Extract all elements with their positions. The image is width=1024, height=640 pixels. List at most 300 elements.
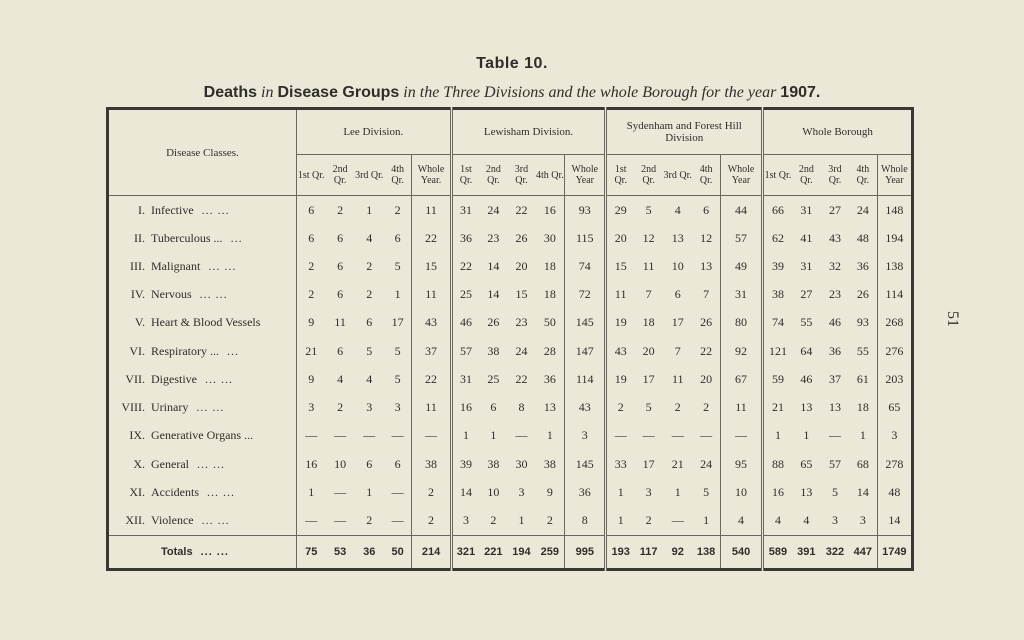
lee-q3-cell: 2	[366, 287, 373, 302]
sydenham-q4-cell: 5	[703, 484, 710, 499]
sydenham-q2-cell: 20	[642, 343, 655, 358]
lee-q4-cell: —	[391, 484, 404, 499]
borough-q3-cell: 23	[828, 287, 841, 302]
lewisham-whole-year-cell: 43	[565, 394, 606, 422]
lewisham-whole-year-cell: 36	[565, 478, 606, 506]
lewisham-q3-cell: 8	[518, 400, 525, 415]
sydenham-whole-year-cell: 540	[720, 535, 762, 569]
disease-class-cell	[108, 422, 297, 450]
lewisham-q1-cell: 16	[451, 394, 479, 422]
borough-q2-cell: 391	[792, 535, 821, 569]
sydenham-q2-cell: 11	[642, 259, 655, 274]
lee-q1-cell: 3	[296, 394, 325, 422]
borough-q1-cell: 121	[763, 337, 792, 365]
lewisham-q2-cell: 38	[487, 456, 500, 471]
disease-class-cell	[108, 281, 297, 309]
lewisham-q2-cell: 25	[487, 371, 500, 386]
lewisham-q2-cell: 2	[490, 513, 497, 528]
sydenham-q1-cell: 20	[606, 224, 634, 252]
borough-q3-cell: 37	[828, 371, 841, 386]
borough-q4-cell: 36	[856, 259, 869, 274]
sydenham-q2-cell: —	[642, 428, 655, 443]
disease-class-name: Malignant	[151, 259, 201, 274]
sydenham-q3-cell: 13	[671, 230, 684, 245]
lee-whole-year-cell: 38	[412, 450, 451, 478]
lewisham-q4-cell: 36	[543, 371, 556, 386]
lee-q3-cell: 36	[355, 535, 384, 569]
sydenham-q2-cell: 17	[642, 456, 655, 471]
lee-whole-year-cell: 43	[412, 309, 451, 337]
sydenham-q3-cell: 21	[671, 456, 684, 471]
sydenham-q2-cell: 17	[642, 371, 655, 386]
lewisham-q3-cell: —	[515, 428, 528, 443]
lewisham-q3-cell: 22	[515, 202, 528, 217]
borough-whole-year-header: Whole Year	[877, 155, 912, 196]
lee-whole-year-cell: —	[412, 422, 451, 450]
sydenham-q1-cell: 19	[606, 365, 634, 393]
sydenham-q2-cell: 3	[645, 484, 652, 499]
borough-quarter-3-header: 3rd Qr.	[821, 155, 849, 196]
disease-class-cell	[108, 478, 297, 506]
lee-quarter-2-header: 2nd Qr.	[326, 155, 355, 196]
lee-q3-cell: 1	[366, 484, 373, 499]
lewisham-q3-cell: 24	[515, 343, 528, 358]
sydenham-q3-cell: 6	[674, 287, 681, 302]
borough-q1-cell: 4	[763, 506, 792, 535]
lewisham-quarter-4-header: 4th Qr.	[536, 155, 565, 196]
lewisham-q3-cell: 22	[515, 371, 528, 386]
borough-whole-year-cell: 14	[877, 506, 912, 535]
lewisham-q2-cell: 14	[487, 287, 500, 302]
lee-whole-year-cell: 214	[412, 535, 451, 569]
lewisham-q4-cell: 28	[543, 343, 556, 358]
lewisham-q3-cell: 3	[518, 484, 525, 499]
lewisham-q1-cell: 1	[451, 422, 479, 450]
table-row	[108, 252, 913, 280]
borough-whole-year-cell: 1749	[877, 535, 912, 569]
lewisham-q4-cell: 30	[543, 230, 556, 245]
sydenham-q1-cell: 19	[606, 309, 634, 337]
lewisham-q1-cell: 46	[451, 309, 479, 337]
lewisham-q4-cell: 1	[546, 428, 553, 443]
sydenham-whole-year-cell: 31	[720, 281, 762, 309]
lee-whole-year-cell: 2	[412, 478, 451, 506]
borough-whole-year-cell: 3	[877, 422, 912, 450]
borough-q3-cell: 57	[828, 456, 841, 471]
sydenham-q3-cell: 10	[671, 259, 684, 274]
borough-q3-cell: 3	[831, 513, 838, 528]
borough-q4-cell: 61	[856, 371, 869, 386]
borough-q2-cell: 27	[800, 287, 813, 302]
sydenham-whole-year-cell: 11	[720, 394, 762, 422]
totals-label-cell	[108, 535, 297, 569]
borough-whole-year-cell: 114	[877, 281, 912, 309]
table-row	[108, 196, 913, 225]
leader-dots: ...	[230, 230, 243, 245]
borough-whole-year-cell: 138	[877, 252, 912, 280]
lewisham-q2-cell: 221	[479, 535, 507, 569]
lee-q4-cell: 2	[394, 202, 401, 217]
table-row	[108, 337, 913, 365]
disease-class-cell	[108, 309, 297, 337]
lewisham-q2-cell: 38	[487, 343, 500, 358]
borough-q4-cell: 55	[856, 343, 869, 358]
sydenham-q1-cell: 11	[606, 281, 634, 309]
disease-class-cell	[108, 365, 297, 393]
sydenham-whole-year-cell: 4	[720, 506, 762, 535]
roman-numeral: II.	[134, 230, 145, 245]
borough-q4-cell: 24	[856, 202, 869, 217]
lewisham-q3-cell: 1	[518, 513, 525, 528]
leader-dots: ... ...	[205, 371, 233, 386]
lewisham-whole-year-cell: 93	[565, 196, 606, 225]
borough-q1-cell: 88	[763, 450, 792, 478]
sydenham-q2-cell: 12	[642, 230, 655, 245]
lee-quarter-1-header: 1st Qr.	[296, 155, 325, 196]
table-row	[108, 394, 913, 422]
borough-q2-cell: 13	[800, 484, 813, 499]
lewisham-q2-cell: 24	[487, 202, 500, 217]
lee-q4-cell: 3	[394, 400, 401, 415]
lewisham-q4-cell: 2	[546, 513, 553, 528]
sydenham-whole-year-cell: 67	[720, 365, 762, 393]
leader-dots: ... ...	[201, 513, 230, 528]
lee-whole-year-cell: 22	[412, 365, 451, 393]
lee-q2-cell: 6	[337, 287, 344, 302]
totals-row	[108, 535, 913, 569]
borough-q4-cell: 68	[856, 456, 869, 471]
table-row	[108, 281, 913, 309]
subtitle-deaths: Deaths	[203, 84, 258, 101]
sydenham-whole-year-cell: 80	[720, 309, 762, 337]
disease-class-cell	[108, 224, 297, 252]
disease-class-name: General	[151, 456, 189, 471]
borough-q3-cell: 36	[828, 343, 841, 358]
sydenham-whole-year-cell: —	[720, 422, 762, 450]
lewisham-q4-cell: 50	[543, 315, 556, 330]
sydenham-quarter-1-header: 1st Qr.	[606, 155, 634, 196]
borough-whole-year-cell: 268	[877, 309, 912, 337]
borough-quarter-2-header: 2nd Qr.	[792, 155, 821, 196]
borough-whole-year-cell: 48	[877, 478, 912, 506]
sydenham-q4-cell: 24	[700, 456, 713, 471]
borough-quarter-4-header: 4th Qr.	[849, 155, 877, 196]
borough-whole-year-cell: 278	[877, 450, 912, 478]
lee-q3-cell: 4	[366, 371, 373, 386]
lee-quarter-4-header: 4th Qr.	[384, 155, 412, 196]
roman-numeral: I.	[138, 202, 145, 217]
leader-dots: ... ...	[206, 484, 235, 499]
leader-dots: ...	[227, 343, 239, 358]
totals-label: Totals	[161, 545, 193, 558]
borough-q1-cell: 1	[763, 422, 792, 450]
lewisham-quarter-2-header: 2nd Qr.	[479, 155, 507, 196]
lewisham-q2-cell: 23	[487, 230, 500, 245]
sydenham-q1-cell: 1	[606, 478, 634, 506]
sydenham-q3-cell: 1	[674, 484, 681, 499]
lewisham-q4-cell: 259	[536, 535, 565, 569]
lee-q3-cell: 6	[366, 315, 373, 330]
lee-whole-year-cell: 22	[412, 224, 451, 252]
lee-q2-cell: —	[334, 428, 347, 443]
leader-dots: ... ...	[201, 202, 230, 217]
sydenham-q4-cell: 12	[700, 230, 713, 245]
borough-q3-cell: 32	[828, 259, 841, 274]
roman-numeral: III.	[130, 259, 145, 274]
borough-q3-cell: 13	[828, 400, 841, 415]
table-row	[108, 422, 913, 450]
borough-q4-cell: 3	[859, 513, 866, 528]
disease-class-name: Generative Organs ...	[151, 428, 254, 443]
borough-q2-cell: 46	[800, 371, 813, 386]
lee-q3-cell: —	[363, 428, 376, 443]
borough-q3-cell: 27	[828, 202, 841, 217]
sydenham-q4-cell: 1	[703, 513, 710, 528]
leader-dots: ... ...	[208, 259, 237, 274]
disease-class-name: Nervous	[151, 287, 192, 302]
lee-q3-cell: 1	[366, 202, 373, 217]
sydenham-whole-year-cell: 92	[720, 337, 762, 365]
sydenham-whole-year-cell: 10	[720, 478, 762, 506]
sydenham-q2-cell: 5	[645, 400, 652, 415]
roman-numeral: X.	[133, 456, 145, 471]
sydenham-q4-cell: 20	[700, 371, 713, 386]
lee-q1-cell: 21	[296, 337, 325, 365]
lee-q4-cell: 6	[394, 456, 401, 471]
lewisham-q4-cell: 13	[543, 400, 556, 415]
lee-q1-cell: 75	[296, 535, 325, 569]
borough-q3-cell: 43	[828, 230, 841, 245]
lee-q4-cell: 50	[384, 535, 412, 569]
sydenham-quarter-2-header: 2nd Qr.	[634, 155, 663, 196]
disease-class-cell	[108, 337, 297, 365]
lewisham-q2-cell: 1	[490, 428, 497, 443]
leader-dots: ... ...	[196, 400, 225, 415]
disease-class-cell	[108, 196, 297, 225]
lewisham-q3-cell: 20	[515, 259, 528, 274]
roman-numeral: IX.	[129, 428, 145, 443]
borough-q3-cell: 46	[828, 315, 841, 330]
sydenham-q4-cell: 7	[703, 287, 710, 302]
lewisham-q3-cell: 26	[515, 230, 528, 245]
sydenham-q3-cell: 4	[674, 202, 681, 217]
sydenham-q4-cell: 138	[692, 535, 720, 569]
borough-whole-year-cell: 194	[877, 224, 912, 252]
sydenham-q4-cell: 26	[700, 315, 713, 330]
borough-q1-cell: 39	[763, 252, 792, 280]
disease-class-cell	[108, 252, 297, 280]
borough-q2-cell: 31	[800, 202, 813, 217]
lee-whole-year-cell: 11	[412, 196, 451, 225]
lee-q2-cell: —	[334, 484, 347, 499]
lee-q1-cell: —	[296, 422, 325, 450]
header-disease-classes: Disease Classes.	[108, 109, 297, 196]
sydenham-q3-cell: 92	[663, 535, 692, 569]
borough-q3-cell: —	[828, 428, 841, 443]
lee-q1-cell: 9	[296, 309, 325, 337]
disease-class-name: Tuberculous ...	[151, 230, 223, 245]
lee-whole-year-cell: 15	[412, 252, 451, 280]
lewisham-quarter-1-header: 1st Qr.	[451, 155, 479, 196]
sydenham-q1-cell: 43	[606, 337, 634, 365]
sydenham-q1-cell: 1	[606, 506, 634, 535]
lewisham-whole-year-cell: 114	[565, 365, 606, 393]
lewisham-q4-cell: 9	[546, 484, 553, 499]
lee-q2-cell: 6	[337, 343, 344, 358]
sydenham-q3-cell: 7	[674, 343, 681, 358]
borough-q2-cell: 65	[800, 456, 813, 471]
lee-q1-cell: 16	[296, 450, 325, 478]
lewisham-q1-cell: 3	[451, 506, 479, 535]
borough-q2-cell: 4	[803, 513, 810, 528]
lee-q3-cell: 4	[366, 230, 373, 245]
sydenham-q4-cell: 13	[700, 259, 713, 274]
borough-q4-cell: 18	[856, 400, 869, 415]
sydenham-whole-year-cell: 57	[720, 224, 762, 252]
borough-q2-cell: 41	[800, 230, 813, 245]
deaths-table	[106, 107, 914, 571]
lee-q2-cell: 2	[337, 400, 344, 415]
lewisham-q1-cell: 22	[451, 252, 479, 280]
lee-whole-year-cell: 11	[412, 281, 451, 309]
borough-q2-cell: 55	[800, 315, 813, 330]
sydenham-q1-cell: 193	[606, 535, 634, 569]
lewisham-q4-cell: 18	[543, 259, 556, 274]
borough-whole-year-cell: 276	[877, 337, 912, 365]
borough-q2-cell: 13	[800, 400, 813, 415]
lewisham-q1-cell: 39	[451, 450, 479, 478]
borough-q4-cell: 14	[856, 484, 869, 499]
sydenham-q2-cell: 5	[645, 202, 652, 217]
disease-class-name: Infective	[151, 202, 194, 217]
sydenham-q3-cell: —	[671, 513, 684, 528]
borough-q3-cell: 5	[831, 484, 838, 499]
lee-q4-cell: 1	[394, 287, 401, 302]
lee-q3-cell: 2	[366, 259, 373, 274]
lewisham-whole-year-cell: 145	[565, 450, 606, 478]
sydenham-whole-year-cell: 44	[720, 196, 762, 225]
sydenham-q2-cell: 2	[645, 513, 652, 528]
lewisham-q1-cell: 57	[451, 337, 479, 365]
lewisham-q3-cell: 194	[507, 535, 535, 569]
lee-q4-cell: 5	[394, 371, 401, 386]
sydenham-q2-cell: 18	[642, 315, 655, 330]
header-lee-division: Lee Division.	[296, 109, 451, 155]
header-sydenham-division: Sydenham and Forest Hill Division	[606, 109, 763, 155]
lee-q1-cell: 9	[296, 365, 325, 393]
table-row	[108, 224, 913, 252]
sydenham-q1-cell: 29	[606, 196, 634, 225]
lee-q1-cell: 2	[296, 252, 325, 280]
borough-whole-year-cell: 65	[877, 394, 912, 422]
lewisham-q3-cell: 30	[515, 456, 528, 471]
page-number: 51	[944, 311, 961, 327]
lewisham-q3-cell: 23	[515, 315, 528, 330]
disease-class-name: Accidents	[151, 484, 199, 499]
lee-q4-cell: —	[391, 513, 404, 528]
borough-q3-cell: 322	[821, 535, 849, 569]
lee-q2-cell: 10	[334, 456, 347, 471]
lee-q4-cell: 5	[394, 343, 401, 358]
sydenham-whole-year-cell: 49	[720, 252, 762, 280]
lewisham-q1-cell: 36	[451, 224, 479, 252]
borough-q1-cell: 74	[763, 309, 792, 337]
sydenham-q1-cell: 15	[606, 252, 634, 280]
borough-q4-cell: 1	[859, 428, 866, 443]
sydenham-q1-cell: 33	[606, 450, 634, 478]
borough-q2-cell: 64	[800, 343, 813, 358]
sydenham-q4-cell: 2	[703, 400, 710, 415]
lewisham-whole-year-cell: 72	[565, 281, 606, 309]
lewisham-whole-year-cell: 3	[565, 422, 606, 450]
disease-class-cell	[108, 450, 297, 478]
table-subtitle	[0, 84, 1024, 102]
lewisham-q4-cell: 16	[543, 202, 556, 217]
lewisham-q1-cell: 31	[451, 196, 479, 225]
leader-dots: ... ...	[199, 287, 228, 302]
lee-q2-cell: 4	[337, 371, 344, 386]
lee-q3-cell: 2	[366, 513, 373, 528]
lewisham-whole-year-cell: 8	[565, 506, 606, 535]
lee-whole-year-cell: 37	[412, 337, 451, 365]
sydenham-q4-cell: 6	[703, 202, 710, 217]
sydenham-q3-cell: 17	[671, 315, 684, 330]
disease-class-name: Heart & Blood Vessels	[151, 315, 261, 330]
borough-q4-cell: 26	[856, 287, 869, 302]
sydenham-q4-cell: 22	[700, 343, 713, 358]
roman-numeral: V.	[134, 315, 145, 330]
lee-q2-cell: 6	[337, 259, 344, 274]
sydenham-q3-cell: —	[671, 428, 684, 443]
borough-q1-cell: 59	[763, 365, 792, 393]
lewisham-whole-year-cell: 145	[565, 309, 606, 337]
sydenham-quarter-3-header: 3rd Qr.	[663, 155, 692, 196]
disease-class-name: Violence	[151, 513, 194, 528]
table-row	[108, 478, 913, 506]
lee-q1-cell: —	[296, 506, 325, 535]
table-row	[108, 450, 913, 478]
header-lewisham-division: Lewisham Division.	[451, 109, 606, 155]
borough-q1-cell: 38	[763, 281, 792, 309]
header-whole-borough: Whole Borough	[763, 109, 913, 155]
table-row	[108, 365, 913, 393]
lee-q2-cell: 6	[337, 230, 344, 245]
lewisham-q1-cell: 25	[451, 281, 479, 309]
borough-q4-cell: 48	[856, 230, 869, 245]
lewisham-q2-cell: 10	[487, 484, 500, 499]
lee-q4-cell: 6	[394, 230, 401, 245]
lewisham-whole-year-cell: 147	[565, 337, 606, 365]
table-row	[108, 506, 913, 535]
borough-q2-cell: 1	[803, 428, 810, 443]
subtitle-description: in the Three Divisions and the whole Borough for the year	[403, 84, 777, 101]
lewisham-quarter-3-header: 3rd Qr.	[507, 155, 535, 196]
borough-q1-cell: 66	[763, 196, 792, 225]
roman-numeral: VII.	[125, 371, 145, 386]
lee-whole-year-cell: 11	[412, 394, 451, 422]
subtitle-disease-groups: Disease Groups	[277, 84, 400, 101]
roman-numeral: XI.	[129, 484, 145, 499]
sydenham-q3-cell: 2	[674, 400, 681, 415]
lee-q1-cell: 6	[296, 224, 325, 252]
disease-class-cell	[108, 394, 297, 422]
subtitle-in: in	[261, 84, 274, 101]
sydenham-q2-cell: 7	[645, 287, 652, 302]
borough-whole-year-cell: 148	[877, 196, 912, 225]
disease-class-name: Respiratory ...	[151, 343, 219, 358]
lee-quarter-3-header: 3rd Qr.	[355, 155, 384, 196]
lewisham-q2-cell: 6	[490, 400, 497, 415]
